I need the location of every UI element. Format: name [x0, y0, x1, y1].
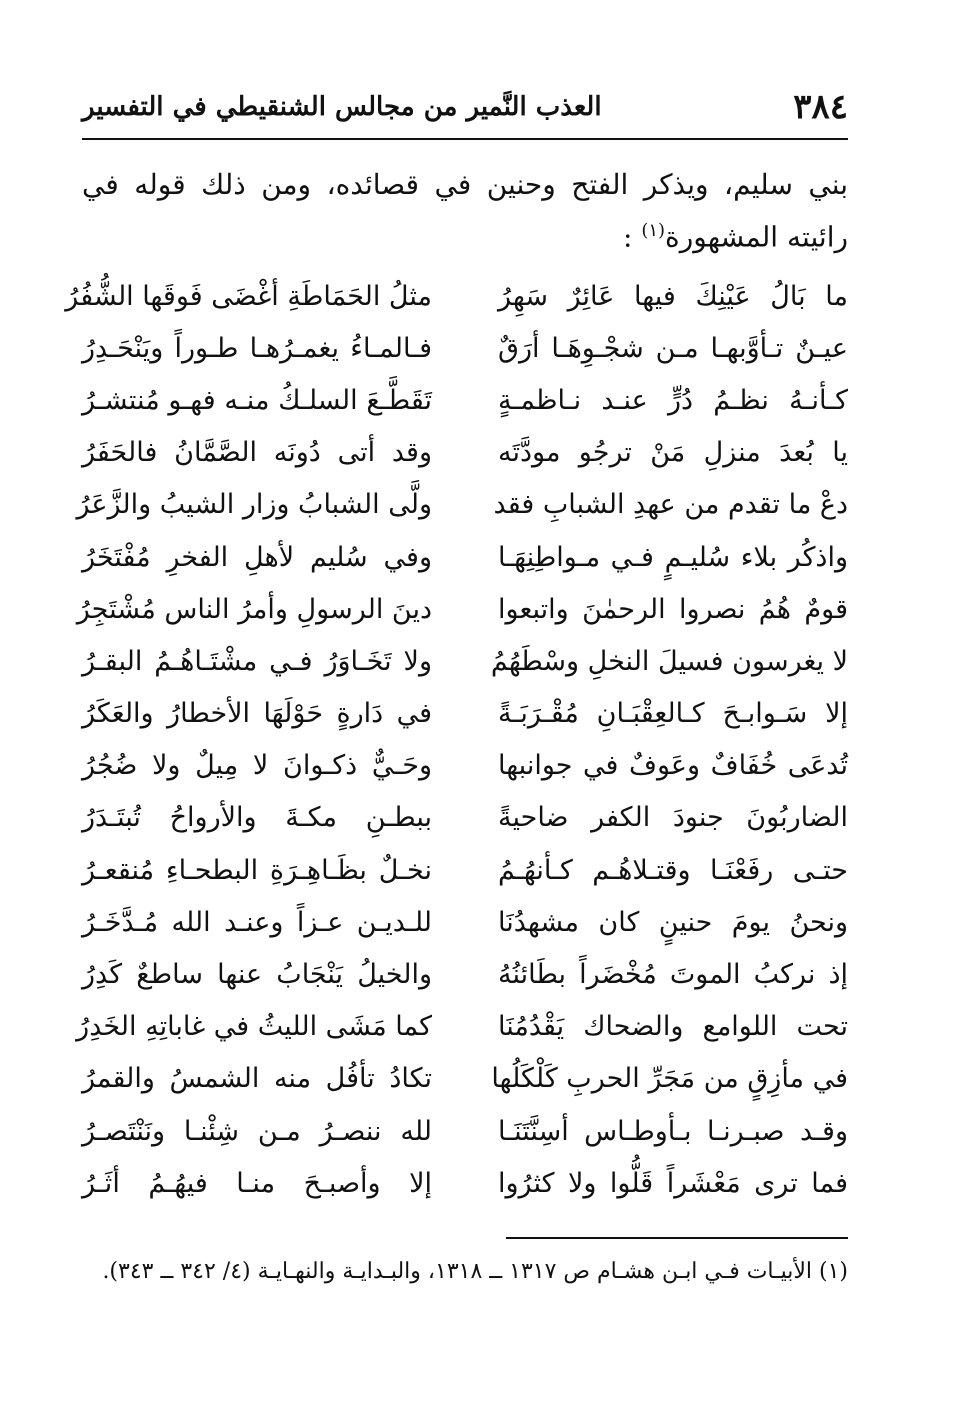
verse-line: [82, 1053, 848, 1105]
second-hemistich: تَقَطَّـعَ السلـكُ منـه فهـو مُنتشـرُ: [82, 384, 432, 416]
verse-line: [65, 270, 848, 322]
second-hemistich: والخيلُ يَنْجَابُ عنها ساطعٌ كَدِرُ: [82, 959, 432, 991]
second-hemistich: إلا وأصبـحَ منـا فيهُـمُ أثَـرُ: [82, 1167, 432, 1199]
verse-line: [82, 322, 848, 374]
second-hemistich: وحَـيٌّ ذكـوانَ لا مِيلٌ ولا ضُجُرُ: [82, 750, 432, 782]
first-hemistich: تحت اللوامع والضحاك يَقْدُمُنَا: [498, 1011, 848, 1043]
verse-line: [82, 740, 848, 792]
first-hemistich: كـأنـهُ نظـمُ دُرٍّ عنـد نـاظمـةٍ: [498, 384, 848, 416]
header-rule: [82, 138, 848, 140]
second-hemistich: مثلُ الحَمَاطَةِ أغْضَى فَوقَها الشُّفُرُ: [65, 280, 432, 312]
footnote-ref: (١): [641, 220, 666, 241]
page-header: [82, 82, 848, 132]
verse-line: [76, 1001, 848, 1053]
second-hemistich: ولا تَخَـاوَرُ فـي مشْتَـاهُـمُ البقـرُ: [82, 645, 432, 677]
intro-colon: :: [622, 220, 633, 254]
verse-line: [76, 479, 848, 531]
first-hemistich: عيـنٌ تـأوَّبهـا مـن شجْـوِهَـا أرَقٌ: [498, 332, 848, 364]
second-hemistich: ولَّى الشبابُ وزار الشيبُ والزَّعَرُ: [76, 489, 432, 521]
first-hemistich: وقـد صبـرنـا بـأوطـاس أسِنَّتَنَـا: [498, 1115, 848, 1147]
verse-line: [82, 635, 848, 687]
page-number: ٣٨٤: [793, 87, 848, 127]
verse-line: [82, 948, 848, 1000]
first-hemistich: إلا سَـوابـحَ كـالعِقْبَـانِ مُقْـرَبَـةً: [498, 698, 848, 730]
verse-line: [82, 374, 848, 426]
verse-line: [82, 1157, 848, 1209]
verse-line: [82, 531, 848, 583]
first-hemistich: فما ترى مَعْشَراً قَلُّوا ولا كثرُوا: [498, 1167, 848, 1199]
first-hemistich: واذكُر بلاء سُليـمٍ فـي مـواطِنِهَـا: [498, 541, 848, 573]
verse-line: [82, 896, 848, 948]
first-hemistich: لا يغرسون فسيلَ النخلِ وسْطَهُمُ: [490, 645, 848, 677]
verse-line: [82, 688, 848, 740]
first-hemistich: تُدعَى خُفَافٌ وعَوفٌ في جوانبها: [498, 750, 848, 782]
intro-paragraph: [82, 162, 848, 260]
first-hemistich: الضاربُونَ جنودَ الكفر ضاحيةً: [498, 802, 848, 834]
first-hemistich: إذ نركبُ الموتَ مُخْضَراً بطَائنُهُ: [498, 959, 848, 991]
first-hemistich: دعْ ما تقدم من عهدِ الشبابِ فقد: [493, 489, 848, 521]
second-hemistich: وقد أتى دُونَه الصَّمَّانُ فالحَفَرُ: [82, 437, 432, 469]
second-hemistich: لله ننصـرُ مـن شِئْنـا ونَنْتَصـرُ: [82, 1115, 432, 1147]
first-hemistich: ما بَالُ عَيْنِكَ فيها عَائِرٌ سَهِرُ: [498, 280, 848, 312]
second-hemistich: نخـلٌ بظَـاهِـرَةِ البطحـاءِ مُنقعـرُ: [82, 854, 432, 886]
verse-line: [82, 1105, 848, 1157]
running-title: العذب النَّمير من مجالس الشنقيطي في التفسير: [82, 92, 602, 122]
verse-line: [82, 792, 848, 844]
second-hemistich: للـديـن عـزاً وعنـد الله مُـدَّخَـرُ: [82, 906, 432, 938]
intro-text: بني سليم، ويذكر الفتح وحنين في قصائده، ومن ذلك قوله في رائيته المشهورة: [82, 168, 848, 254]
first-hemistich: حتـى رفَعْنَـا وقتـلاهُـم كـأنهُـمُ: [498, 854, 848, 886]
second-hemistich: ببطـنِ مكـةَ والأرواحُ تُبتَـدَرُ: [82, 802, 432, 834]
second-hemistich: كما مَشَى الليثُ في غاباتِهِ الخَدِرُ: [76, 1011, 432, 1043]
footnote: (١) الأبيـات فـي ابـن هشـام ص ١٣١٧ ــ ١٣١٨، والبـدايـة والنهـايـة (٤/ ٣٤٢ ــ ٣٤٣).: [102, 1259, 848, 1284]
second-hemistich: فـالمـاءُ يغمـرُهـا طـوراً ويَنْحَـدِرُ: [82, 332, 432, 364]
first-hemistich: في مأزِقٍ من مَجَرِّ الحربِ كَلْكَلُها: [491, 1063, 848, 1095]
verse-line: [82, 844, 848, 896]
second-hemistich: وفي سُليم لأهلِ الفخرِ مُفْتَخَرُ: [82, 541, 432, 573]
second-hemistich: في دَارةٍ حَوْلَهَا الأخطارُ والعَكَرُ: [82, 698, 432, 730]
verse-line: [76, 583, 848, 635]
second-hemistich: تكادُ تأفُل منه الشمسُ والقمرُ: [82, 1063, 432, 1095]
footnote-rule: [506, 1237, 848, 1239]
verse-line: [82, 427, 848, 479]
poem: [65, 270, 848, 1209]
first-hemistich: قومٌ هُمُ نصروا الرحمٰنَ واتبعوا: [498, 593, 848, 625]
first-hemistich: يا بُعدَ منزلِ مَنْ ترجُو مودَّتَه: [498, 437, 848, 469]
second-hemistich: دينَ الرسولِ وأمرُ الناس مُشْتَجِرُ: [76, 593, 432, 625]
first-hemistich: ونحنُ يومَ حنينٍ كان مشهدُنَا: [498, 906, 848, 938]
